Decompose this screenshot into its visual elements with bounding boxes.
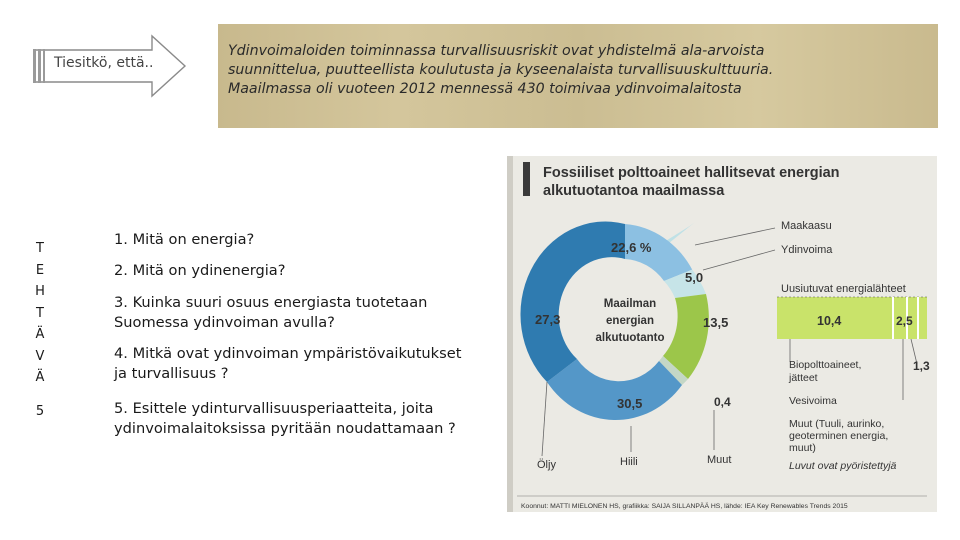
center-label-line-2: energian	[606, 315, 654, 327]
question-1	[114, 230, 254, 250]
center-label-line-3: alkutuotanto	[595, 332, 665, 344]
vertical-task-label	[32, 238, 48, 419]
label-hiili: Hiili	[620, 456, 638, 468]
question-2-text: 2. Mitä on ydinenergia?	[114, 262, 286, 279]
label-maakaasu: Maakaasu	[781, 220, 832, 232]
vertical-letter: T	[36, 305, 44, 321]
value-hiili: 30,5	[617, 396, 643, 411]
label-oljy: Öljy	[537, 459, 556, 471]
center-label-line-1: Maailman	[603, 298, 657, 310]
label-bio-line-2: jätteet	[789, 372, 818, 384]
source-credit: Koonnut: MATTI MIELONEN HS, grafiikka: SAIJA SILLANPÄÄ HS, lähde: IEA Key Renewables Trends 2015	[521, 503, 848, 510]
label-ydinvoima: Ydinvoima	[781, 244, 833, 256]
question-3	[114, 293, 427, 333]
value-muut: 0,4	[714, 395, 731, 409]
question-4-line-2: ja turvallisuus ?	[114, 365, 229, 382]
vertical-letter: T	[36, 241, 44, 256]
vertical-letter: E	[35, 262, 45, 278]
value-ydinvoima: 5,0	[685, 270, 704, 285]
question-5-line-2: ydinvoimalaitoksissa pyritään noudattamaan ?	[114, 420, 456, 437]
value-uusiutuvat: 13,5	[703, 315, 729, 330]
question-5	[114, 399, 456, 439]
vertical-letter: Ä	[35, 370, 45, 385]
banner-line-3: Maailmassa oli vuoteen 2012 mennessä 430 toimivaa ydinvoimalaitosta	[228, 81, 742, 97]
label-muut-line-1: Muut (Tuuli, aurinko,	[789, 418, 885, 430]
bar-value-3: 1,3	[913, 359, 930, 373]
label-muut: Muut	[707, 454, 732, 466]
question-5-line-1: 5. Esittele ydinturvallisuusperiaatteita, joita	[114, 400, 434, 417]
question-1-text: 1. Mitä on energia?	[114, 231, 255, 248]
question-4-line-1: 4. Mitkä ovat ydinvoiman ympäristövaikutukset	[114, 345, 462, 362]
newspaper-graphic-photo	[507, 156, 937, 512]
label-muut-line-2: geoterminen energia,	[789, 430, 889, 442]
task-number: 5	[35, 403, 45, 419]
bar-value-2: 2,5	[896, 314, 913, 328]
question-3-line-1: 3. Kuinka suuri osuus energiasta tuotetaan	[114, 294, 428, 311]
title-bar-mark	[523, 162, 530, 196]
label-bio-line-1: Biopolttoaineet,	[789, 359, 862, 371]
vertical-letter: H	[35, 284, 45, 299]
question-4	[114, 344, 461, 384]
label-muut-line-3: muut)	[789, 442, 816, 454]
bar-value-1: 10,4	[817, 314, 842, 328]
vertical-letter: Ä	[35, 327, 45, 342]
banner-line-2: suunnittelua, puutteellista koulutusta ja kyseenalaista turvallisuuskulttuuria.	[228, 62, 774, 78]
tip-arrow-callout	[30, 33, 190, 99]
value-oljy: 27,3	[535, 312, 561, 327]
vertical-letter: V	[35, 348, 45, 364]
fact-banner	[218, 24, 938, 128]
value-maakaasu: 22,6 %	[611, 240, 652, 255]
arrow-label: Tiesitkö, että..	[54, 55, 154, 71]
question-3-line-2: Suomessa ydinvoiman avulla?	[114, 314, 335, 331]
label-rounded-note: Luvut ovat pyöristettyjä	[789, 460, 897, 472]
banner-line-1: Ydinvoimaloiden toiminnassa turvallisuusriskit ovat yhdistelmä ala-arvoista	[228, 43, 765, 59]
question-2	[114, 261, 286, 281]
graphic-title-line-1: Fossiiliset polttoaineet hallitsevat energian	[543, 165, 840, 181]
label-uusiutuvat: Uusiutuvat energialähteet	[781, 283, 906, 295]
energy-donut-graphic	[507, 156, 937, 512]
label-vesivoima: Vesivoima	[789, 395, 837, 407]
graphic-title-line-2: alkutuotantoa maailmassa	[543, 183, 725, 199]
